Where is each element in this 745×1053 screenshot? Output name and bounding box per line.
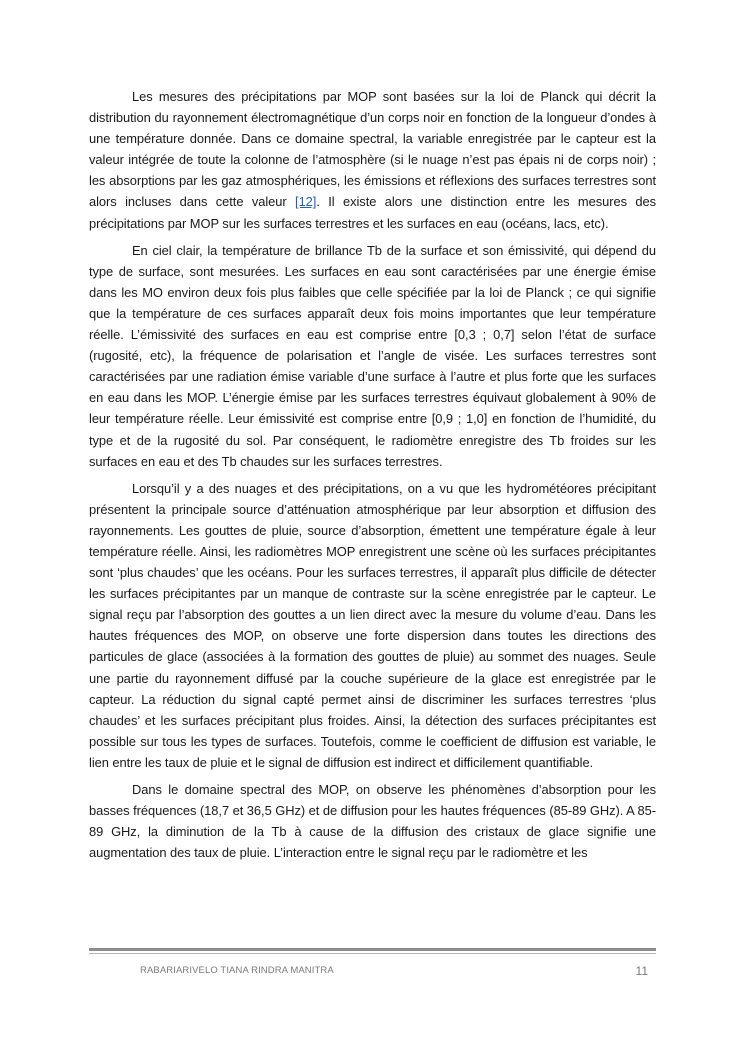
body-text (89, 86, 656, 869)
footer-author-name: RABARIARIVELO TIANA RINDRA MANITRA (140, 965, 334, 976)
paragraph-1 (89, 86, 656, 234)
paragraph-1-text-before-ref: Les mesures des précipitations par MOP sont basées sur la loi de Planck qui décrit la distribution du rayonnement électromagnétique d’un corps noir en fonction de la longueur d’ondes à une température donnée. Dans ce domaine spectral, la variable enregistrée par le capteur est la valeur intégrée de toute la colonne de l’atmosphère (si le nuage n’est pas épais ni de corps noir) ; les absorptions par les gaz atmosphériques, les émissions et réflexions des surfaces terrestres sont alors incluses dans cette valeur (89, 89, 656, 210)
paragraph-3: Lorsqu’il y a des nuages et des précipitations, on a vu que les hydrométéores précipitant présentent la principale source d’atténuation atmosphérique par leur absorption et diffusion des rayonnements. Les gouttes de pluie, source d’absorption, émettent une température égale à leur température réelle. Ainsi, les radiomètres MOP enregistrent une scène où les surfaces précipitantes sont ‘plus chaudes’ que les océans. Pour les surfaces terrestres, il apparaît plus difficile de détecter les surfaces précipitantes par un manque de contraste sur la scène enregistrée par le capteur. Le signal reçu par l’absorption des gouttes a un lien direct avec la mesure du volume d’eau. Dans les hautes fréquences des MOP, on observe une forte dispersion dans toutes les directions des particules de glace (associées à la formation des gouttes de pluie) au sommet des nuages. Seule une partie du rayonnement diffusé par la couche supérieure de la glace est enregistrée par le capteur. La réduction du signal capté permet ainsi de discriminer les surfaces terrestres ‘plus chaudes’ et les surfaces précipitant plus froides. Ainsi, la détection des surfaces précipitantes est possible sur tous les types de surfaces. Toutefois, comme le coefficient de diffusion est variable, le lien entre les taux de pluie et le signal de diffusion est indirect et difficilement quantifiable. (89, 480, 656, 770)
footer-divider (89, 948, 656, 951)
paragraph-1-text-after-ref: . Il existe alors une distinction entre les mesures des précipitations par MOP sur les surfaces terrestres et les surfaces en eau (océans, lacs, etc). (89, 194, 657, 231)
citation-link-12[interactable]: [12] (295, 194, 317, 210)
paragraph-2: En ciel clair, la température de brillance Tb de la surface et son émissivité, qui dépend du type de surface, sont mesurées. Les surfaces en eau sont caractérisées par une énergie émise dans les MO environ deux fois plus faibles que celle spécifiée par la loi de Planck ; ce qui signifie que la température de ces surfaces apparaît deux fois moins importantes que leur température réelle. L’émissivité des surfaces en eau est comprise entre [0,3 ; 0,7] selon l’état de surface (rugosité, etc), la fréquence de polarisation et l’angle de visée. Les surfaces terrestres sont caractérisées par une radiation émise variable d’une surface à l’autre et plus forte que les surfaces en eau dans les MOP. L’énergie émise par les surfaces terrestres équivaut globalement à 90% de leur température réelle. Leur émissivité est comprise entre [0,9 ; 1,0] en fonction de l’humidité, du type et de la rugosité du sol. Par conséquent, le radiomètre enregistre des Tb froides sur les surfaces en eau et des Tb chaudes sur les surfaces terrestres. (89, 242, 656, 469)
page-number: 11 (635, 964, 648, 978)
paragraph-4: Dans le domaine spectral des MOP, on observe les phénomènes d’absorption pour les basses fréquences (18,7 et 36,5 GHz) et de diffusion pour les hautes fréquences (85-89 GHz). A 85-89 GHz, la diminution de la Tb à cause de la diffusion des cristaux de glace signifie une augmentation des taux de pluie. L’interaction entre le signal reçu par le radiomètre et les (89, 782, 656, 861)
footer-divider-thin (89, 953, 656, 954)
